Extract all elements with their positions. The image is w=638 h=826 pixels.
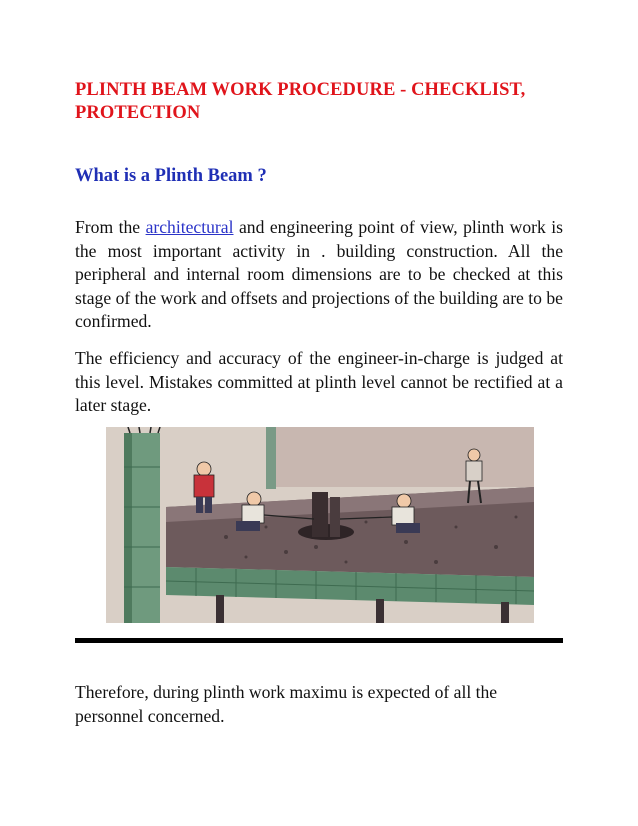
paragraph-intro (75, 216, 563, 334)
plinth-illustration-svg (106, 427, 534, 623)
section-heading: What is a Plinth Beam ? (75, 166, 267, 186)
page-title: PLINTH BEAM WORK PROCEDURE - CHECKLIST, PROTECTION (75, 80, 526, 123)
paragraph-intro-lead: From the (75, 217, 146, 237)
paragraph-intro-rest: and engineering point of view, plinth work is the most important activity in . building construction. All the peripheral and internal room dimensions are to be checked at this stage of the work and offsets and projections of the building are to be confirmed. (75, 217, 563, 331)
section-divider (75, 638, 563, 643)
paragraph-efficiency: The efficiency and accuracy of the engineer-in-charge is judged at this level. Mistakes committed at plinth level cannot be rectified at a later stage. (75, 348, 563, 415)
plinth-work-illustration (106, 427, 534, 623)
architectural-link[interactable]: architectural (145, 217, 234, 237)
paragraph-conclusion: Therefore, during plinth work maximu is expected of all the personnel concerned. (75, 682, 498, 726)
